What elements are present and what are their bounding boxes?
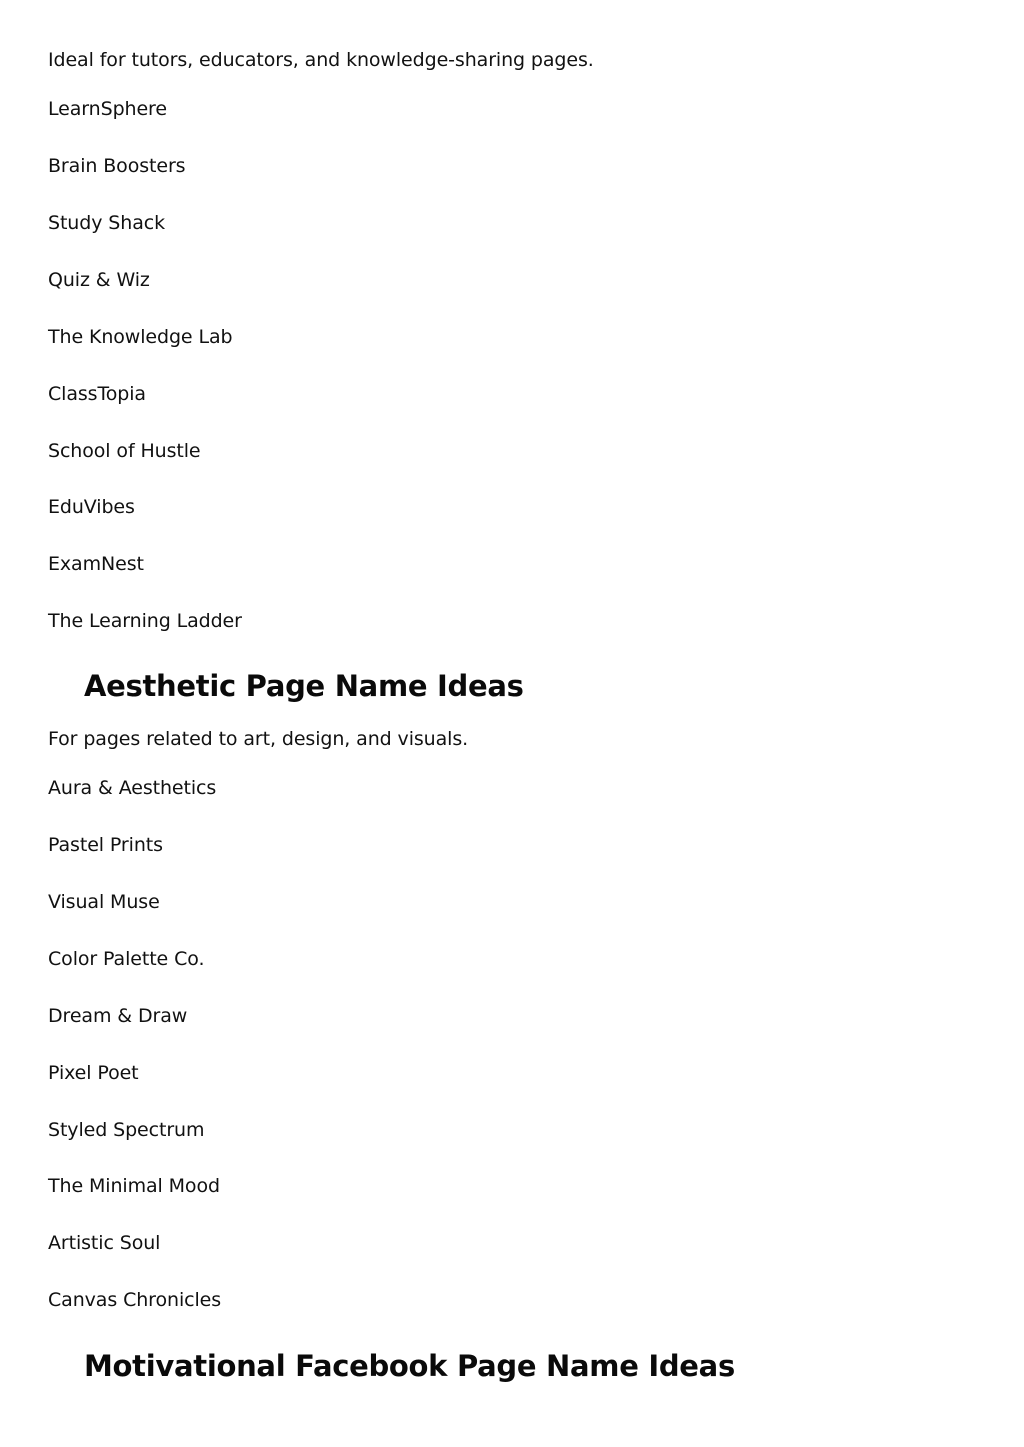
list-item: Artistic Soul xyxy=(48,1232,161,1254)
section-heading-motivational: Motivational Facebook Page Name Ideas xyxy=(84,1349,735,1383)
list-item: School of Hustle xyxy=(48,440,201,462)
list-item: Pixel Poet xyxy=(48,1062,139,1084)
list-item: EduVibes xyxy=(48,496,135,518)
list-item: Aura & Aesthetics xyxy=(48,777,217,799)
list-item: The Learning Ladder xyxy=(48,610,242,632)
aesthetic-intro: For pages related to art, design, and visuals. xyxy=(48,728,469,750)
list-item: Study Shack xyxy=(48,212,165,234)
list-item: LearnSphere xyxy=(48,98,167,120)
education-intro: Ideal for tutors, educators, and knowledge-sharing pages. xyxy=(48,49,594,71)
list-item: Color Palette Co. xyxy=(48,948,205,970)
list-item: Canvas Chronicles xyxy=(48,1289,222,1311)
list-item: Styled Spectrum xyxy=(48,1119,205,1141)
list-item: The Knowledge Lab xyxy=(48,326,233,348)
list-item: Dream & Draw xyxy=(48,1005,188,1027)
list-item: Quiz & Wiz xyxy=(48,269,150,291)
list-item: The Minimal Mood xyxy=(48,1175,220,1197)
list-item: Visual Muse xyxy=(48,891,160,913)
list-item: Pastel Prints xyxy=(48,834,163,856)
list-item: Brain Boosters xyxy=(48,155,186,177)
list-item: ExamNest xyxy=(48,553,144,575)
section-heading-aesthetic: Aesthetic Page Name Ideas xyxy=(84,669,524,703)
list-item: ClassTopia xyxy=(48,383,146,405)
